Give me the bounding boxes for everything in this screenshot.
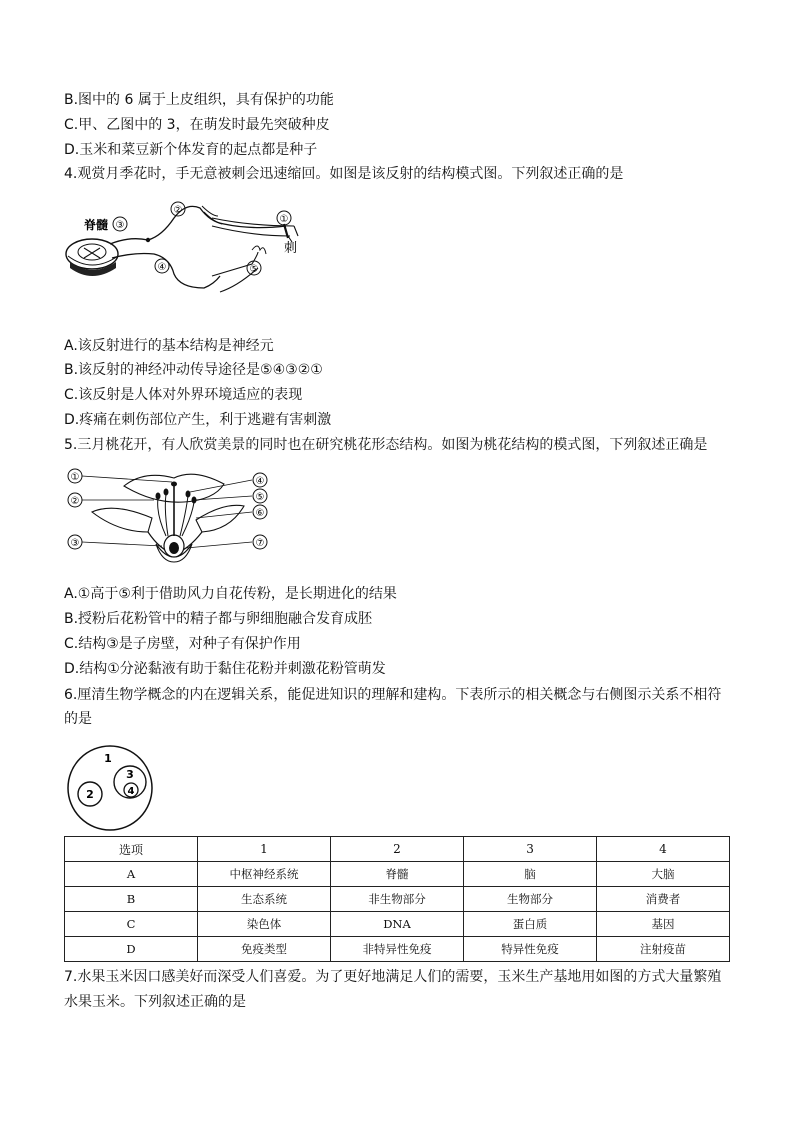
flower-label-7: ⑦ [255,538,265,549]
q6-options-table [64,836,730,962]
q5-option-b: B.授粉后花粉管中的精子都与卵细胞融合发育成胚 [64,611,373,627]
table-cell: 非生物部分 [330,887,463,912]
table-cell: 消费者 [597,887,730,912]
q5-option-a: A.①高于⑤利于借助风力自花传粉，是长期进化的结果 [64,586,397,602]
table-header-cell: 1 [197,837,330,862]
table-row [65,937,730,962]
thorn-label: 刺 [284,241,298,256]
q4-option-d: D.疼痛在刺伤部位产生，利于逃避有害刺激 [64,412,332,428]
q4-option-b: B.该反射的神经冲动传导途径是⑤④③②① [64,362,323,378]
table-cell: 基因 [597,912,730,937]
flower-label-3: ③ [70,538,80,549]
circle-label-1: 1 [104,752,112,765]
q3-option-c: C.甲、乙图中的 3，在萌发时最先突破种皮 [64,117,330,133]
table-cell: A [65,862,198,887]
flower-label-4: ④ [255,476,265,487]
table-header-cell: 4 [597,837,730,862]
flower-label-2: ② [70,496,80,507]
flower-label-6: ⑥ [255,508,265,519]
table-header-row [65,837,730,862]
table-cell: 脊髓 [330,862,463,887]
table-cell: 脑 [464,862,597,887]
table-cell: 免疫类型 [197,937,330,962]
q3-option-b: B.图中的 6 属于上皮组织，具有保护的功能 [64,92,334,108]
q7-stem-line1: 7.水果玉米因口感美好而深受人们喜爱。为了更好地满足人们的需要，玉米生产基地用如图的方式大量繁殖 [64,969,722,985]
table-cell: C [65,912,198,937]
peach-flower-figure [64,466,274,570]
q5-option-d: D.结构①分泌黏液有助于黏住花粉并刺激花粉管萌发 [64,661,386,677]
q4-option-a: A.该反射进行的基本结构是神经元 [64,338,274,354]
table-header-cell: 选项 [65,837,198,862]
table-cell: 大脑 [597,862,730,887]
table-cell: 染色体 [197,912,330,937]
table-cell: B [65,887,198,912]
circle-label-4: 4 [127,786,135,797]
reflex-arc-figure [62,196,312,316]
table-cell: 蛋白质 [464,912,597,937]
table-cell: D [65,937,198,962]
q7-stem-line2: 水果玉米。下列叙述正确的是 [64,994,246,1010]
flower-label-5: ⑤ [255,492,265,503]
q3-option-d: D.玉米和菜豆新个体发育的起点都是种子 [64,142,318,158]
label-2: ② [173,205,183,216]
table-cell: 注射疫苗 [597,937,730,962]
q4-option-c: C.该反射是人体对外界环境适应的表现 [64,387,303,403]
table-header-cell: 2 [330,837,463,862]
label-4: ④ [157,262,167,273]
table-row [65,862,730,887]
table-cell: 生态系统 [197,887,330,912]
q6-stem-line1: 6.厘清生物学概念的内在逻辑关系，能促进知识的理解和建构。下表所示的相关概念与右侧图示关系不相符 [64,687,722,703]
table-cell: 中枢神经系统 [197,862,330,887]
q5-stem: 5.三月桃花开，有人欣赏美景的同时也在研究桃花形态结构。如图为桃花结构的模式图，下列叙述正确是 [64,437,708,453]
q5-option-c: C.结构③是子房壁，对种子有保护作用 [64,636,301,652]
table-row [65,912,730,937]
table-cell: DNA [330,912,463,937]
label-5: ⑤ [249,264,259,275]
table-cell: 生物部分 [464,887,597,912]
label-1: ① [279,214,289,225]
table-cell: 特异性免疫 [464,937,597,962]
table-row [65,887,730,912]
circle-label-3: 3 [126,768,134,781]
concept-circle-diagram [64,744,160,832]
label-3: ③ [115,220,125,231]
flower-label-1: ① [70,472,80,483]
table-cell: 非特异性免疫 [330,937,463,962]
table-header-cell: 3 [464,837,597,862]
circle-label-2: 2 [86,788,94,801]
spinal-cord-label: 脊髓 [84,218,109,232]
q6-stem-line2: 的是 [64,711,92,727]
q4-stem: 4.观赏月季花时，手无意被刺会迅速缩回。如图是该反射的结构模式图。下列叙述正确的是 [64,166,624,182]
